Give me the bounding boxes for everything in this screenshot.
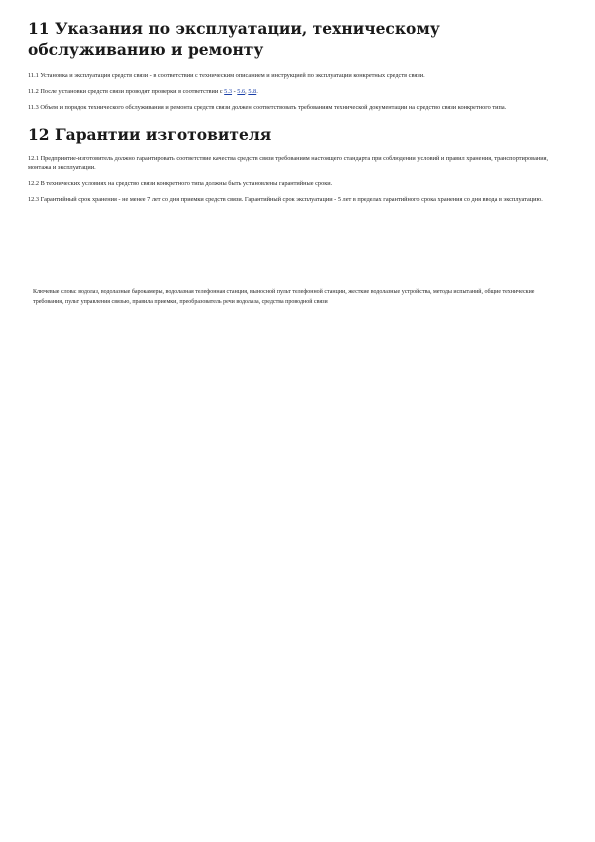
- paragraph-12-2: 12.2 В технических условиях на средство связи конкретного типа должны быть установлены гарантийные сроки.: [28, 180, 333, 187]
- paragraph-12-1: 12.1 Предприятие-изготовитель должно гарантировать соответствие качества средств связи требованиям настоящего стандарта при соблюдении условий и правил хранения, транспортирования, монтажа и эксплуатации.: [28, 155, 549, 171]
- paragraph-11-2-text: 11.2 После установки средств связи проводят проверки в соответствии с: [28, 88, 225, 95]
- link-clause-5-8[interactable]: 5.8: [248, 88, 257, 95]
- section-12-title: 12 Гарантии изготовителя: [28, 125, 272, 144]
- paragraph-11-2: [28, 87, 568, 96]
- document-page: [28, 18, 568, 211]
- paragraph-11-3: 11.3 Объем и порядок технического обслуживания и ремонта средств связи должен соответствовать требованиям технической документации на средство связи конкретного типа.: [28, 104, 507, 111]
- list-separator: ,: [245, 88, 249, 95]
- paragraph-12-3: 12.3 Гарантийный срок хранения - не менее 7 лет со дня приемки средств связи. Гарантийный срок эксплуатации - 5 лет в пределах гарантийного срока хранения со дня ввода в эксплуатацию.: [28, 196, 543, 203]
- range-separator: -: [232, 88, 238, 95]
- keywords-block: Ключевые слова: водолаз, водолазные барокамеры, водолазная телефонная станция, выносной пульт телефонной станции, жесткие водолазные устройства, методы испытаний, общие технические требования, пульт управления связью, правила приемки, преобразователь речи водолаза, средства проводной связи: [33, 289, 535, 305]
- section-11-title: 11 Указания по эксплуатации, техническому обслуживанию и ремонту: [28, 19, 440, 59]
- link-clause-5-3[interactable]: 5.3: [224, 88, 233, 95]
- sentence-end: .: [256, 88, 258, 95]
- paragraph-11-1: 11.1 Установка и эксплуатация средств связи - в соответствии с техническим описанием и инструкцией по эксплуатации конкретных средств связи.: [28, 72, 425, 79]
- link-clause-5-6[interactable]: 5.6: [237, 88, 246, 95]
